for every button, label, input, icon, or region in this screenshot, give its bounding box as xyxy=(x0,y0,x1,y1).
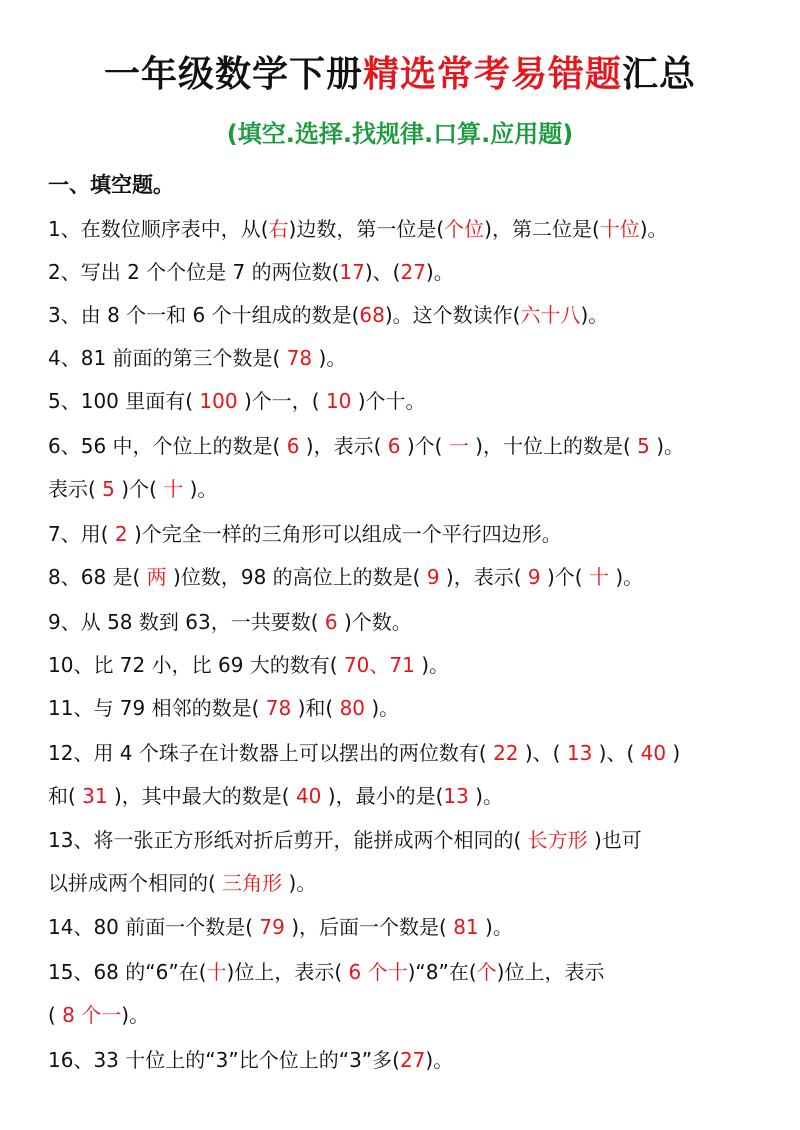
question-16 xyxy=(48,1038,768,1082)
answer: 10 xyxy=(325,389,352,413)
answer: 6 个十 xyxy=(348,960,408,984)
question-text: )，最小的是( xyxy=(321,784,444,808)
question-9 xyxy=(48,600,768,644)
answer: 17 xyxy=(339,260,365,284)
question-text: )。 xyxy=(414,653,450,677)
question-text: )。 xyxy=(608,565,644,589)
answer: 27 xyxy=(399,1048,426,1072)
question-text: )个( xyxy=(540,565,589,589)
question-text: 8、68 是( xyxy=(48,565,147,589)
question-text: )。 xyxy=(365,696,400,720)
answer: 6 xyxy=(324,610,338,634)
question-text: )、( xyxy=(518,741,567,765)
question-text: )、( xyxy=(592,741,641,765)
answer: 9 xyxy=(426,565,440,589)
question-text: 3、由 8 个一和 6 个十组成的数是( xyxy=(48,303,360,327)
question-text: )，十位上的数是( xyxy=(468,434,638,458)
title-highlight: 精选常考易错题 xyxy=(362,54,622,95)
question-text: )。 xyxy=(121,1003,150,1027)
answer: 6 xyxy=(286,434,300,458)
answer: 十 xyxy=(206,960,227,984)
question-3 xyxy=(48,293,768,337)
question-text: 6、56 中，个位上的数是( xyxy=(48,434,287,458)
question-text: 4、81 前面的第三个数是( xyxy=(48,346,287,370)
question-text: )个( xyxy=(114,477,164,501)
answer: 80 xyxy=(339,696,366,720)
question-text: )，表示( xyxy=(439,565,528,589)
question-text: )。 xyxy=(468,784,503,808)
answer: 31 xyxy=(82,784,108,808)
question-6-continued xyxy=(48,467,768,511)
answer: 81 xyxy=(453,915,479,939)
question-13-continued xyxy=(48,861,768,905)
question-text: ) xyxy=(666,741,681,765)
answer: 长方形 xyxy=(527,828,588,852)
answer: 右 xyxy=(268,217,289,241)
question-2 xyxy=(48,250,768,294)
answer: 三角形 xyxy=(222,871,283,895)
question-text: )位上，表示 xyxy=(496,960,605,984)
question-text: )个完全一样的三角形可以组成一个平行四边形。 xyxy=(127,522,562,546)
question-13 xyxy=(48,818,768,862)
answer: 5 xyxy=(102,477,115,501)
answer: 6 xyxy=(387,434,401,458)
answer: 13 xyxy=(443,784,469,808)
answer: 70、71 xyxy=(343,653,415,677)
title-suffix: 汇总 xyxy=(622,54,697,95)
question-text: )。 xyxy=(425,1048,454,1072)
question-text: )个数。 xyxy=(337,610,412,634)
question-text: )。 xyxy=(649,434,685,458)
page-title xyxy=(0,50,800,100)
answer: 六十八 xyxy=(520,303,581,327)
question-text: 和( xyxy=(48,784,83,808)
answer: 78 xyxy=(286,346,313,370)
question-text: 10、比 72 小，比 69 大的数有( xyxy=(48,653,344,677)
question-text: )。 xyxy=(183,477,218,501)
page-subtitle: (填空.选择.找规律.口算.应用题) xyxy=(226,120,574,148)
question-text: 以拼成两个相同的( xyxy=(48,871,223,895)
answer: 40 xyxy=(295,784,322,808)
question-text: )，第二位是( xyxy=(484,217,600,241)
question-text: )，表示( xyxy=(299,434,388,458)
question-text: 11、与 79 相邻的数是( xyxy=(48,696,266,720)
question-text: )位上，表示( xyxy=(226,960,349,984)
answer: 22 xyxy=(493,741,519,765)
question-5 xyxy=(48,379,768,423)
question-text: )。 xyxy=(312,346,347,370)
question-text: 15、68 的“6”在( xyxy=(48,960,207,984)
question-text: )，其中最大的数是( xyxy=(107,784,296,808)
question-text: )和( xyxy=(291,696,340,720)
question-7 xyxy=(48,512,768,556)
question-text: )、( xyxy=(364,260,401,284)
question-text: 13、将一张正方形纸对折后剪开，能拼成两个相同的( xyxy=(48,828,528,852)
question-text: )，后面一个数是( xyxy=(284,915,454,939)
question-text: )个( xyxy=(400,434,449,458)
question-text: )。这个数读作( xyxy=(384,303,521,327)
question-text: )。 xyxy=(478,915,513,939)
title-prefix: 一年级数学下册 xyxy=(103,54,363,95)
answer: 78 xyxy=(265,696,292,720)
answer: 十位 xyxy=(599,217,640,241)
answer: 5 xyxy=(637,434,650,458)
answer: 79 xyxy=(259,915,285,939)
question-15 xyxy=(48,950,768,994)
question-text: 1、在数位顺序表中，从( xyxy=(48,217,269,241)
answer: 9 xyxy=(527,565,541,589)
answer: 十 xyxy=(588,565,609,589)
question-text: )也可 xyxy=(587,828,642,852)
answer: 8 个一 xyxy=(62,1003,122,1027)
question-text: )。 xyxy=(639,217,668,241)
answer: 100 xyxy=(199,389,238,413)
question-text: 表示( xyxy=(48,477,103,501)
question-text: 7、用( xyxy=(48,522,115,546)
question-text: 16、33 十位上的“3”比个位上的“3”多( xyxy=(48,1048,400,1072)
answer: 40 xyxy=(640,741,667,765)
question-15-continued xyxy=(48,993,768,1037)
question-text: 14、80 前面一个数是( xyxy=(48,915,260,939)
question-12 xyxy=(48,731,768,775)
question-text: 12、用 4 个珠子在计数器上可以摆出的两位数有( xyxy=(48,741,494,765)
question-12-continued xyxy=(48,774,768,818)
question-text: 2、写出 2 个个位是 7 的两位数( xyxy=(48,260,340,284)
question-11 xyxy=(48,686,768,730)
question-text: )个一，( xyxy=(237,389,326,413)
question-text: )边数，第一位是( xyxy=(288,217,445,241)
question-text: )。 xyxy=(580,303,609,327)
answer: 68 xyxy=(359,303,385,327)
question-14 xyxy=(48,905,768,949)
question-text: ( xyxy=(48,1003,63,1027)
question-text: )位数，98 的高位上的数是( xyxy=(166,565,427,589)
answer: 一 xyxy=(448,434,469,458)
question-6 xyxy=(48,424,768,468)
question-text: )“8”在( xyxy=(407,960,477,984)
question-text: 5、100 里面有( xyxy=(48,389,200,413)
question-text: 9、从 58 数到 63，一共要数( xyxy=(48,610,325,634)
answer: 13 xyxy=(566,741,593,765)
question-4 xyxy=(48,336,768,380)
question-text: )个十。 xyxy=(351,389,426,413)
answer: 两 xyxy=(146,565,167,589)
question-text: )。 xyxy=(425,260,454,284)
question-text: )。 xyxy=(282,871,317,895)
answer: 2 xyxy=(114,522,128,546)
section-heading: 一、填空题。 xyxy=(48,173,174,197)
answer: 个位 xyxy=(444,217,485,241)
question-10 xyxy=(48,643,768,687)
answer: 个 xyxy=(476,960,497,984)
question-1 xyxy=(48,207,768,251)
answer: 十 xyxy=(163,477,184,501)
answer: 27 xyxy=(400,260,426,284)
question-8 xyxy=(48,555,768,599)
